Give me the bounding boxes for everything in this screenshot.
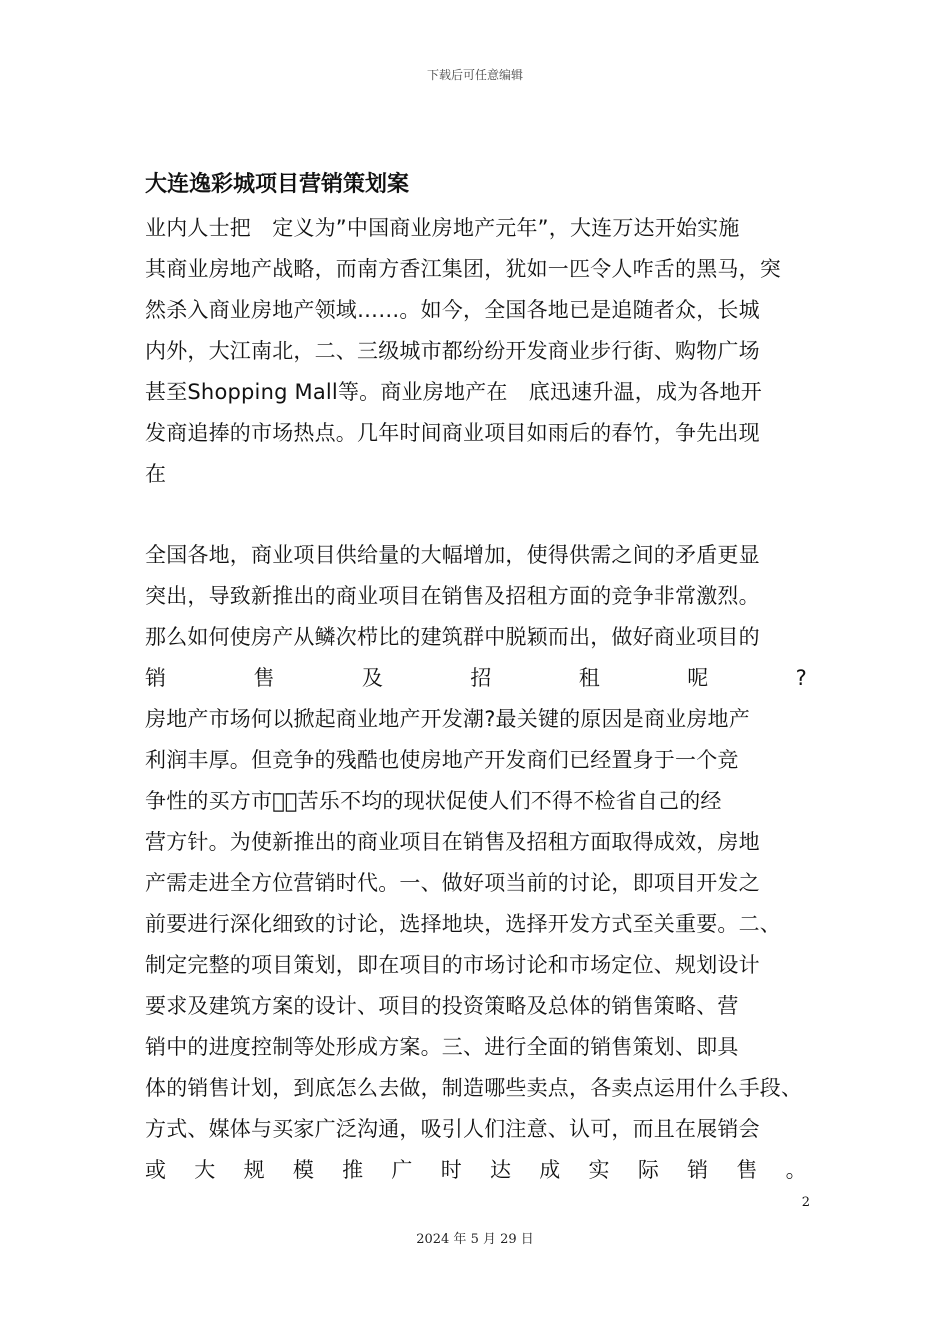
spread-char: 。 [785,1158,807,1182]
text-line: 全国各地，商业项目供给量的大幅增加，使得供需之间的矛盾更显 [145,543,760,567]
page-number: 2 [801,1195,810,1210]
spread-char: 及 [361,666,384,690]
text-line: 方式、媒体与买家广泛沟通，吸引人们注意、认可，而且在展销会 [145,1117,760,1141]
spread-char: 销 [145,666,167,690]
paragraph-2 [145,535,807,1191]
text-line: 产需走进全方位营销时代。一、做好项当前的讨论，即项目开发之 [145,871,760,895]
text-line: 其商业房地产战略，而南方香江集团，犹如一匹令人咋舌的黑马，突 [145,257,781,281]
spread-char: 达 [489,1158,512,1182]
spread-char: 销 [687,1158,709,1182]
document-title: 大连逸彩城项目营销策划案 [145,172,410,197]
spread-char: 大 [194,1158,216,1182]
text-line: 制定完整的项目策划，即在项目的市场讨论和市场定位、规划设计 [145,953,760,977]
text-line: 前要进行深化细致的讨论，选择地块，选择开发方式至关重要。二、 [145,912,781,936]
spread-char: 模 [292,1158,315,1182]
spread-line-2 [145,1150,807,1191]
spread-char: 时 [440,1158,462,1182]
spread-char: 实 [588,1158,610,1182]
text-line: 营方针。为使新推出的商业项目在销售及招租方面取得成效，房地 [145,830,760,854]
text-line: 然杀入商业房地产领域……。如今，全国各地已是追随者众，长城 [145,298,760,322]
text-line: 房地产市场何以掀起商业地产开发潮?最关键的原因是商业房地产 [145,707,750,731]
text-line: 发商追捧的市场热点。几年时间商业项目如雨后的春竹，争先出现 [145,421,760,445]
paragraph-gap [145,495,807,535]
spread-char: 呢 [687,666,709,690]
text-line: 利润丰厚。但竞争的残酷也使房地产开发商们已经置身于一个竞 [145,748,739,772]
text-line: 业内人士把 定义为”中国商业房地产元年”，大连万达开始实施 [145,216,740,240]
header-note: 下载后可任意编辑 [426,68,523,82]
document-body [145,168,807,1191]
spread-char: 招 [470,666,492,690]
spread-char: 际 [637,1158,660,1182]
spread-char: 租 [578,666,600,690]
text-line: 争性的买方市畅᷊苦乐不均的现状促使人们不得不检省自己的经 [145,789,722,813]
text-line: 甚至Shopping Mall等。商业房地产在 底迅速升温，成为各地开 [145,380,762,404]
text-line: 突出，导致新推出的商业项目在销售及招租方面的竞争非常激烈。 [145,584,760,608]
spread-char: 或 [145,1158,167,1182]
spread-char: 售 [736,1158,758,1182]
spread-char: 售 [253,666,275,690]
text-line: 要求及建筑方案的设计、项目的投资策略及总体的销售策略、营 [145,994,739,1018]
spread-char: 成 [539,1158,561,1182]
spread-line-1 [145,658,807,699]
text-line: 那么如何使房产从鳞次栉比的建筑群中脱颖而出，做好商业项目的 [145,625,760,649]
spread-char: ? [795,666,807,690]
spread-char: 推 [342,1158,364,1182]
spread-char: 规 [243,1158,265,1182]
text-line: 体的销售计划，到底怎么去做，制造哪些卖点，各卖点运用什么手段、 [145,1076,803,1100]
footer-date: 2024 年 5 月 29 日 [416,1232,534,1247]
spread-char: 广 [391,1158,413,1182]
text-line: 销中的进度控制等处形成方案。三、进行全面的销售策划、即具 [145,1035,739,1059]
paragraph-1 [145,208,807,495]
text-line: 内外，大江南北，二、三级城市都纷纷开发商业步行街、购物广场 [145,339,760,363]
text-line: 在 [145,462,167,486]
